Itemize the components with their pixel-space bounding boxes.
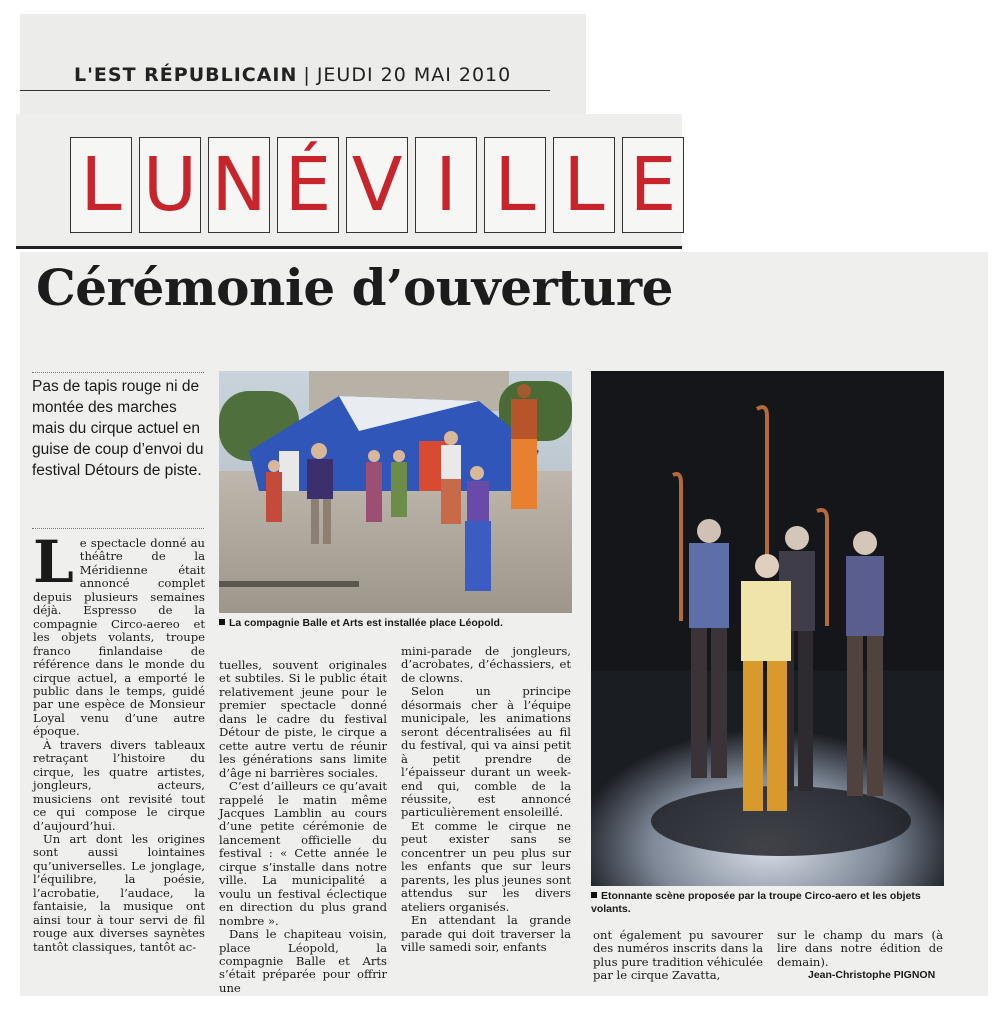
city-letter: E xyxy=(622,137,684,233)
article-headline: Cérémonie d’ouverture xyxy=(36,258,673,317)
caption-text: Etonnante scène proposée par la troupe Circo-aero et les objets volants. xyxy=(591,890,921,915)
masthead xyxy=(74,64,511,86)
caption-bullet xyxy=(219,619,225,625)
article-column-5 xyxy=(777,929,943,969)
paragraph: Selon un principe désormais cher à l’équipe municipale, les animations seront décentralisées au fil du festival, qui va ainsi petit à petit prendre de l’épaisseur durant un week-end qui, comble de la réussite, est annoncé particulièrement ensoleillé. xyxy=(401,684,571,820)
article-column-3 xyxy=(401,645,571,954)
masthead-rule xyxy=(20,90,550,91)
city-letter: V xyxy=(346,137,408,233)
photo-circo-aereo xyxy=(591,371,944,886)
paragraph: sur le champ du mars (à lire dans notre édition de demain). xyxy=(777,928,943,969)
city-letter: L xyxy=(553,137,615,233)
paragraph: En attendant la grande parade qui doit traverser la ville samedi soir, enfants xyxy=(401,913,571,954)
photo-balle-et-arts xyxy=(219,371,572,613)
paragraph: C’est d’ailleurs ce qu’avait rappelé le matin même Jacques Lamblin au cours d’une petite cérémonie de lancement officielle du festival : « Cette année le cirque s’installe dans notre ville. La municipalité a voulu un festival éclectique en direction du plus grand nombre ». xyxy=(219,779,387,928)
author-signature: Jean-Christophe PIGNON xyxy=(808,969,936,981)
city-letter: É xyxy=(277,137,339,233)
paragraph: ont également pu savourer des numéros inscrits dans la plus pure tradition véhiculée par le cirque Zavatta, xyxy=(593,928,763,983)
paragraph-text: e spectacle donné au théâtre de la Méridienne était annoncé complet depuis plusieurs semaines déjà. Espresso de la compagnie Circo-aereo et les objets volants, troupe franco finlandaise de référence dans le monde du cirque actuel, a emporté le public dans le temps, guidé par une espèce de Monsieur Loyal venu d’une autre époque. xyxy=(33,536,205,739)
caption-text: La compagnie Balle et Arts est installée place Léopold. xyxy=(229,617,503,629)
paragraph: tuelles, souvent originales et subtiles. Si le public était relativement jeune pour le premier spectacle donné dans le cadre du festival Détour de piste, le cirque a cette autre vertu de réunir les générations sans limite d’âge ni barrières sociales. xyxy=(219,658,387,780)
article-column-2 xyxy=(219,659,387,995)
city-heading xyxy=(70,137,684,233)
publication-date: JEUDI 20 MAI 2010 xyxy=(316,64,512,86)
city-letter: I xyxy=(415,137,477,233)
city-letter: U xyxy=(139,137,201,233)
paragraph: mini-parade de jongleurs, d’acrobates, d’échassiers, et de clowns. xyxy=(401,644,571,685)
drop-cap: L xyxy=(33,528,74,596)
city-letter: L xyxy=(484,137,546,233)
photo1-caption xyxy=(219,617,572,630)
newspaper-name: L'EST RÉPUBLICAIN xyxy=(74,64,298,86)
city-letter: L xyxy=(70,137,132,233)
paragraph: Dans le chapiteau voisin, place Léopold, la compagnie Balle et Arts s’était préparée pour offrir une xyxy=(219,927,387,995)
photo2-caption xyxy=(591,890,944,916)
masthead-separator: | xyxy=(303,64,311,86)
caption-bullet xyxy=(591,892,597,898)
paragraph: À travers divers tableaux retraçant l’histoire du cirque, les quatre artistes, jongleurs, acteurs, musiciens ont revisité tout ce qui compose le cirque d’aujourd’hui. xyxy=(33,737,205,833)
article-column-1 xyxy=(33,528,205,954)
city-letter: N xyxy=(208,137,270,233)
paragraph: Un art dont les origines sont aussi lointaines qu’universelles. Le jonglage, l’équilibre, la poésie, l’acrobatie, l’audace, la fantaisie, la musique ont ainsi tour à tour servi de fil rouge aux diverses saynètes tantôt classiques, tantôt ac- xyxy=(33,831,205,954)
paragraph xyxy=(33,528,205,739)
paragraph: Et comme le cirque ne peut exister sans se concentrer un peu plus sur les enfants que sur leurs parents, les plus jeunes sont attendus sur les divers ateliers organisés. xyxy=(401,818,571,914)
article-column-4 xyxy=(593,929,763,983)
article-standfirst: Pas de tapis rouge ni de montée des marches mais du cirque actuel en guise de coup d’envoi du festival Détours de piste. xyxy=(32,372,204,481)
